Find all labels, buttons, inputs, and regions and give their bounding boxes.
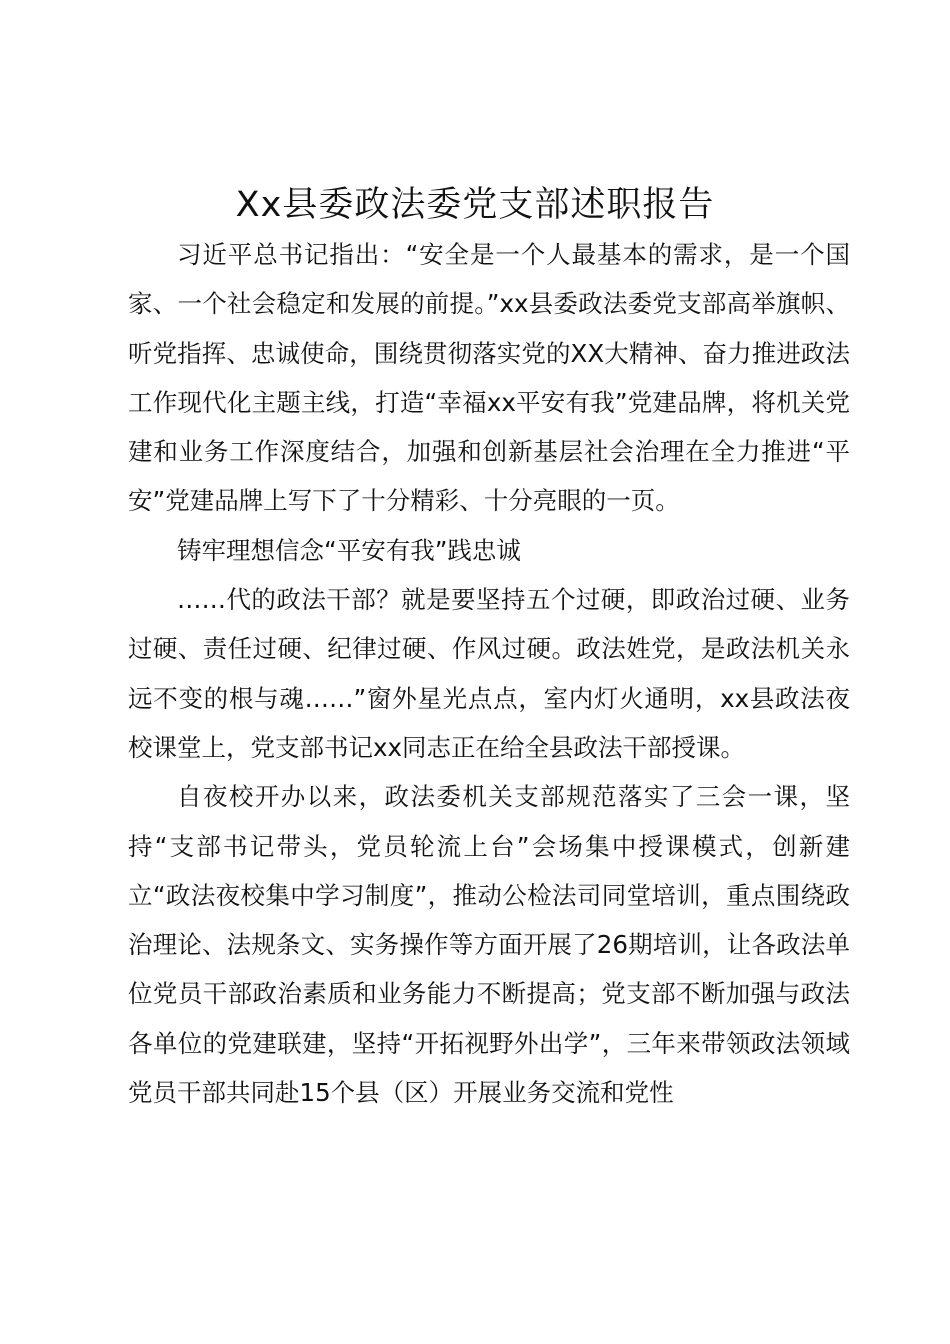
intro-paragraph: 习近平总书记指出：“安全是一个人最基本的需求，是一个国家、一个社会稳定和发展的前提。”xx县委政法委党支部高举旗帜、听党指挥、忠诚使命，围绕贯彻落实党的XX大精神、奋力推进政法工作现代化主题主线，打造“幸福xx平安有我”党建品牌，将机关党建和业务工作深度结合，加强和创新基层社会治理在全力推进“平安”党建品牌上写下了十分精彩、十分亮眼的一页。: [128, 240, 850, 516]
body-paragraph: 自夜校开办以来，政法委机关支部规范落实了三会一课，坚持“支部书记带头，党员轮流上台”会场集中授课模式，创新建立“政法夜校集中学习制度”，推动公检法司同堂培训，重点围绕政治理论、法规条文、实务操作等方面开展了26期培训，让各政法单位党员干部政治素质和业务能力不断提高；党支部不断加强与政法各单位的党建联建，坚持“开拓视野外出学”，三年来带领政法领域党员干部共同赴15个县（区）开展业务交流和党性: [128, 782, 850, 1108]
section-heading: 铸牢理想信念“平安有我”践忠诚: [177, 535, 521, 565]
document-body: [128, 230, 850, 1117]
body-paragraph: ……代的政法干部？就是要坚持五个过硬，即政治过硬、业务过硬、责任过硬、纪律过硬、作风过硬。政法姓党，是政法机关永远不变的根与魂……”窗外星光点点，室内灯火通明，xx县政法夜校课堂上，党支部书记xx同志正在给全县政法干部授课。: [128, 585, 850, 762]
document-title: Xx县委政法委党支部述职报告: [235, 185, 715, 225]
